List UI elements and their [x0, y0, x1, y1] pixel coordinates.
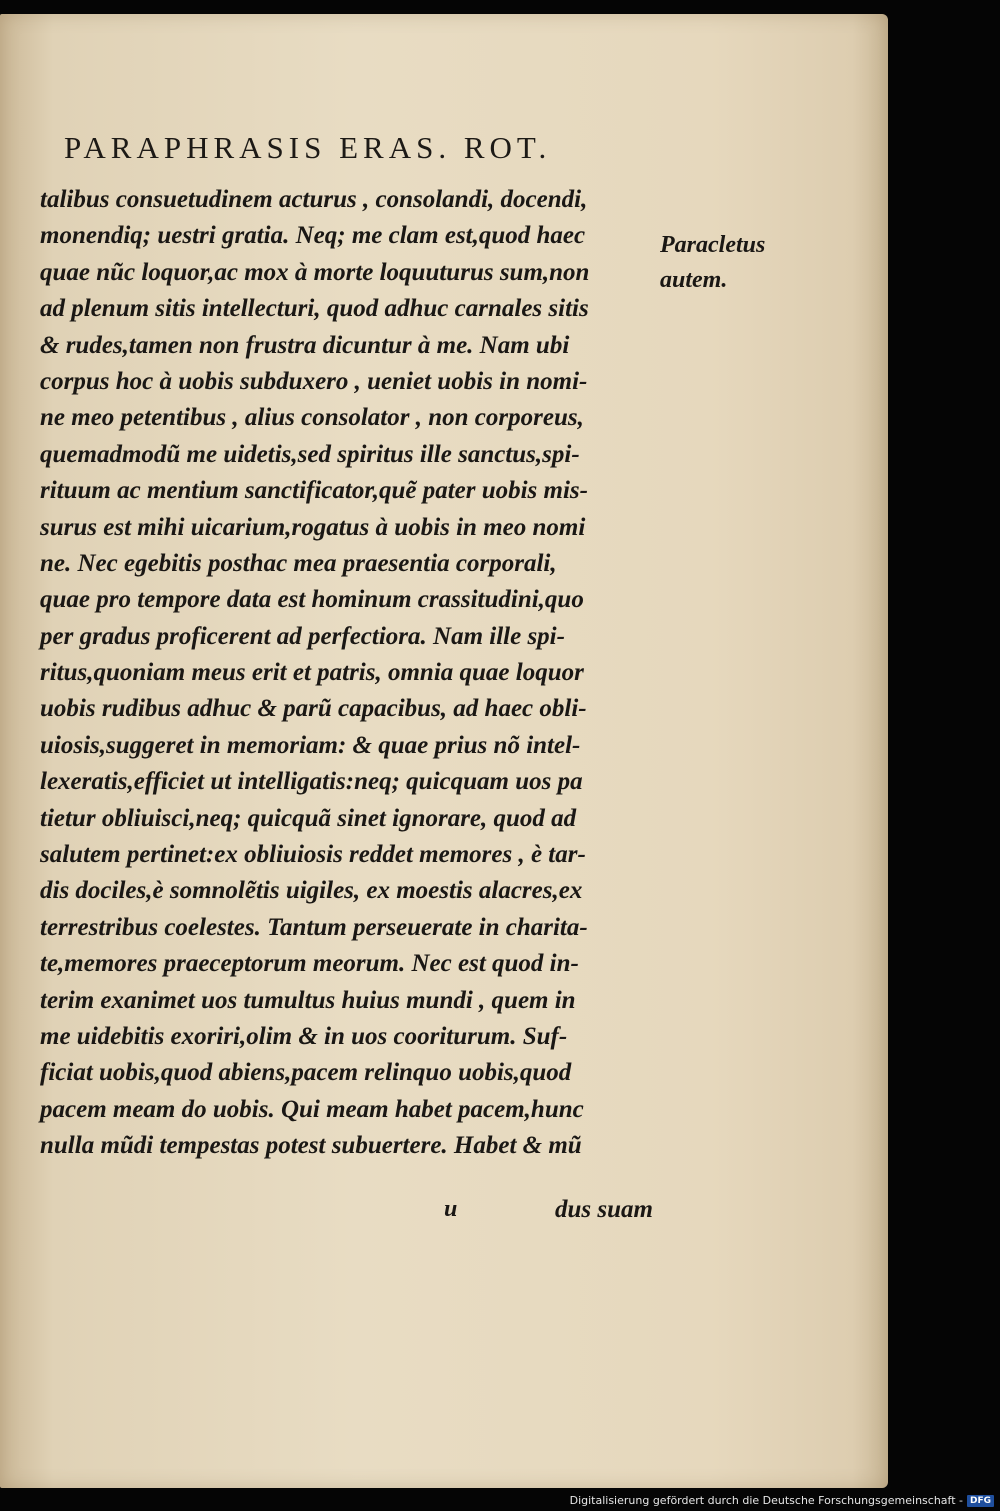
text-line: tietur obliuisci,neq; quicquã sinet ignorare, quod ad: [40, 804, 577, 832]
marginal-note: [660, 228, 765, 298]
text-line: pacem meam do uobis. Qui meam habet pacem,hunc: [40, 1095, 584, 1123]
text-line: uiosis,suggeret in memoriam: & quae prius nõ intel-: [40, 731, 581, 759]
text-line: lexeratis,efficiet ut intelligatis:neq; quicquam uos pa: [40, 768, 583, 796]
signature-mark: u: [444, 1196, 458, 1222]
marginal-note-line: Paracletus: [660, 232, 766, 258]
text-line: terim exanimet uos tumultus huius mundi , quem in: [40, 986, 576, 1014]
text-line: dis dociles,è somnolẽtis uigiles, ex moestis alacres,ex: [40, 877, 583, 905]
text-line: per gradus proficerent ad perfectiora. Nam ille spi-: [40, 622, 565, 650]
main-text-block: [40, 182, 665, 1165]
text-line: & rudes,tamen non frustra dicuntur à me. Nam ubi: [40, 331, 570, 359]
text-line: quae pro tempore data est hominum crassitudini,quo: [40, 586, 584, 614]
text-line: ne. Nec egebitis posthac mea praesentia corporali,: [40, 549, 557, 577]
text-line: uobis rudibus adhuc & parũ capacibus, ad haec obli-: [40, 695, 587, 723]
text-line: me uidebitis exoriri,olim & in uos cooriturum. Suf-: [40, 1022, 568, 1050]
text-line: ritus,quoniam meus erit et patris, omnia quae loquor: [40, 659, 584, 687]
text-line: corpus hoc à uobis subduxero , ueniet uobis in nomi-: [40, 367, 588, 395]
text-line: ficiat uobis,quod abiens,pacem relinquo uobis,quod: [40, 1059, 572, 1087]
credit-text: Digitalisierung gefördert durch die Deutsche Forschungsgemeinschaft -: [569, 1494, 963, 1507]
text-line: quemadmodũ me uidetis,sed spiritus ille sanctus,spi-: [40, 440, 580, 468]
digitization-credit: [570, 1494, 994, 1507]
text-line: quae nũc loquor,ac mox à morte loquuturus sum,non: [40, 258, 590, 286]
text-line: terrestribus coelestes. Tantum perseuerate in charita-: [40, 913, 588, 941]
text-line: te,memores praeceptorum meorum. Nec est quod in-: [40, 950, 579, 978]
text-line: salutem pertinet:ex obliuiosis reddet memores , è tar-: [40, 841, 586, 869]
running-header: PARAPHRASIS ERAS. ROT.: [64, 130, 552, 165]
text-line: ne meo petentibus , alius consolator , non corporeus,: [40, 404, 584, 432]
dfg-logo: DFG: [967, 1495, 994, 1507]
text-line: rituum ac mentium sanctificator,quẽ pater uobis mis-: [40, 477, 588, 505]
text-line: talibus consuetudinem acturus , consolandi, docendi,: [40, 186, 588, 213]
book-page: [0, 14, 888, 1488]
text-line: ad plenum sitis intellecturi, quod adhuc carnales sitis: [40, 295, 589, 323]
text-line: surus est mihi uicarium,rogatus à uobis in meo nomi: [40, 513, 586, 541]
catchword: dus suam: [555, 1196, 653, 1223]
marginal-note-line: autem.: [660, 267, 728, 293]
text-line: monendiq; uestri gratia. Neq; me clam est,quod haec: [40, 222, 586, 250]
text-line: nulla mũdi tempestas potest subuertere. Habet & mũ: [40, 1132, 582, 1160]
